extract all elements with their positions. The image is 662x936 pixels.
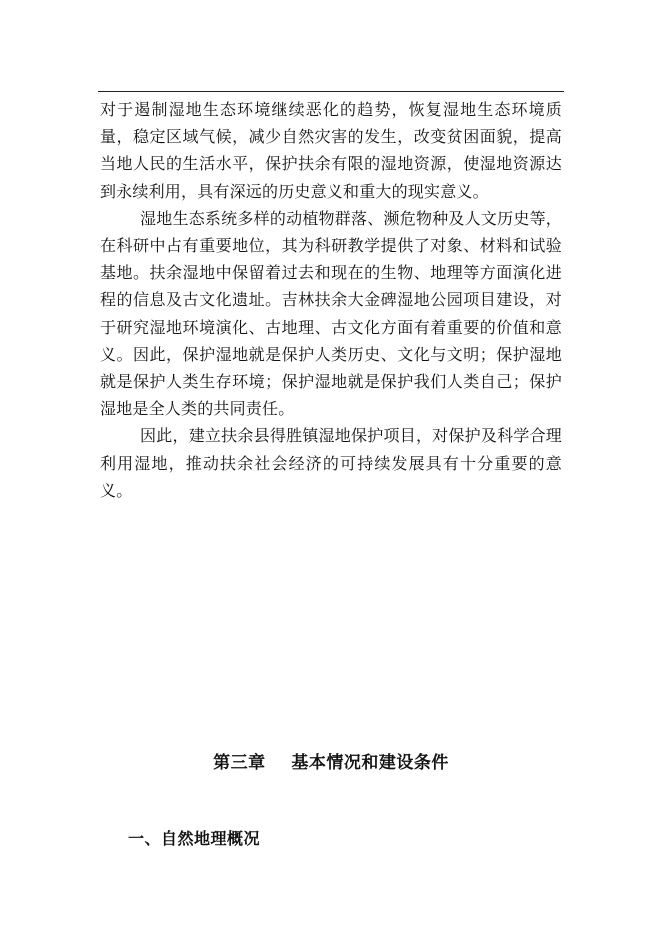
header-rule (98, 91, 564, 92)
body-text (100, 96, 562, 504)
chapter-title: 第三章 基本情况和建设条件 (213, 753, 449, 773)
paragraph-research-value: 湿地生态系统多样的动植物群落、濒危物种及人文历史等，在科研中占有重要地位，其为科研教学提供了对象、材料和试验基地。扶余湿地中保留着过去和现在的生物、地理等方面演化进程的信息及古文化遗址。吉林扶余大金碑湿地公园项目建设，对于研究湿地环境演化、古地理、古文化方面有着重要的价值和意义。因此，保护湿地就是保护人类历史、文化与文明；保护湿地就是保护人类生存环境；保护湿地就是保护我们人类自己；保护湿地是全人类的共同责任。 (100, 208, 562, 419)
paragraph-continuation: 对于遏制湿地生态环境继续恶化的趋势，恢复湿地生态环境质量，稳定区域气候，减少自然灾害的发生，改变贫困面貌，提高当地人民的生活水平，保护扶余有限的湿地资源，使湿地资源达到永续利用，具有深远的历史意义和重大的现实意义。 (100, 100, 562, 201)
paragraph-conclusion: 因此，建立扶余县得胜镇湿地保护项目，对保护及科学合理利用湿地，推动扶余社会经济的可持续发展具有十分重要的意义。 (100, 426, 562, 500)
section-title: 一、自然地理概况 (128, 829, 261, 848)
